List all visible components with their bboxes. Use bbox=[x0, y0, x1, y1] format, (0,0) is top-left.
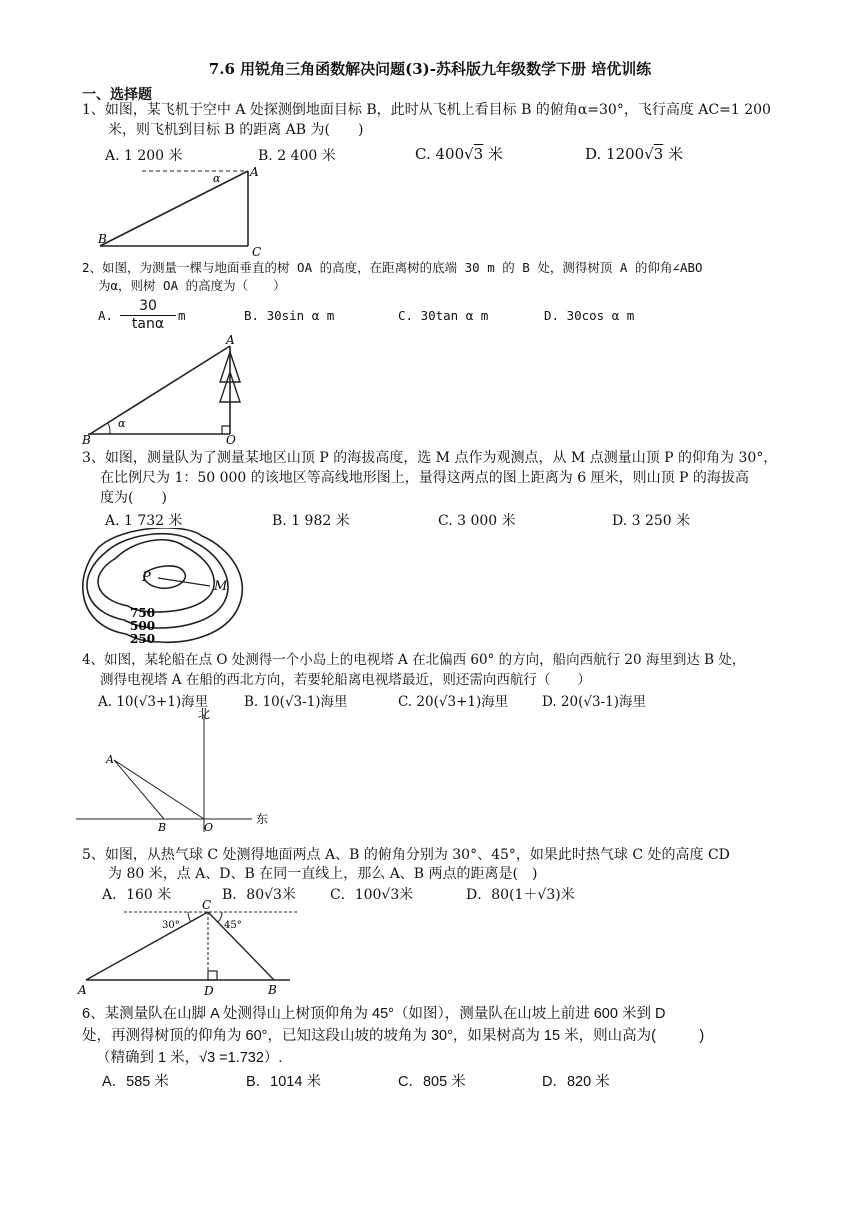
q4-text-line1: 4、如图，某轮船在点 O 处测得一个小岛上的电视塔 A 在北偏西 60° 的方向，船向西航行 20 海里到达 B 处， bbox=[82, 652, 746, 668]
contour-500 bbox=[87, 534, 228, 628]
q1-option-d: D. 1200√3 米 bbox=[585, 145, 684, 163]
segment-ab bbox=[100, 171, 248, 246]
q2-option-a-fraction bbox=[120, 298, 176, 333]
segment-ao bbox=[114, 760, 204, 819]
angle-arc-45 bbox=[218, 912, 222, 922]
q4-option-d: D. 20(√3-1)海里 bbox=[542, 694, 646, 710]
q2-text-line1: 2、如图，为测量一棵与地面垂直的树 OA 的高度，在距离树的底端 30 m 的 B 处，测得树顶 A 的仰角∠ABO bbox=[82, 260, 703, 275]
segment-ab bbox=[90, 346, 230, 434]
label-o: O bbox=[204, 821, 214, 834]
q4-option-a: A. 10(√3+1)海里 bbox=[98, 694, 209, 710]
q6-option-c: C．805 米 bbox=[398, 1074, 466, 1090]
q6-option-a: A．585 米 bbox=[102, 1074, 169, 1090]
q2-option-a-label: A. bbox=[98, 308, 114, 323]
segment-ca bbox=[86, 912, 208, 980]
contour-750 bbox=[98, 540, 214, 612]
q2-option-c: C. 30tan α m bbox=[398, 308, 489, 323]
q5-text-line2: 为 80 米，点 A、D、B 在同一直线上，那么 A、B 两点的距离是( ) bbox=[108, 866, 538, 882]
label-b: B bbox=[158, 821, 167, 834]
fraction-numerator: 30 bbox=[120, 298, 176, 316]
q5-option-a: A．160 米 bbox=[102, 887, 172, 903]
q5-option-c: C．100√3米 bbox=[330, 887, 414, 903]
q2-figure bbox=[80, 330, 250, 446]
label-a: A bbox=[78, 983, 87, 997]
label-c: C bbox=[202, 898, 212, 912]
q2-text-line2: 为α，则树 OA 的高度为（ ） bbox=[98, 278, 286, 293]
q6-text-line1: 6、某测量队在山脚 A 处测得山上树顶仰角为 45°（如图），测量队在山坡上前进 600 米到 D bbox=[82, 1006, 666, 1022]
fraction-denominator: tanα bbox=[131, 316, 165, 332]
label-east: 东 bbox=[256, 812, 269, 826]
label-m: M bbox=[214, 579, 228, 594]
label-b: B bbox=[268, 983, 277, 997]
angle-arc-30 bbox=[188, 912, 191, 922]
q4-option-b: B. 10(√3-1)海里 bbox=[244, 694, 348, 710]
label-c: C bbox=[252, 245, 262, 258]
q5-text-line1: 5、如图，从热气球 C 处测得地面两点 A、B 的俯角分别为 30°、45°，如果此时热气球 C 处的高度 CD bbox=[82, 847, 730, 863]
q4-option-c: C. 20(√3+1)海里 bbox=[398, 694, 509, 710]
q5-option-b: B．80√3米 bbox=[222, 887, 296, 903]
label-45: 45° bbox=[224, 920, 242, 931]
q3-option-b: B. 1 982 米 bbox=[272, 513, 350, 529]
page-title: 7.6 用锐角三角函数解决问题(3)-苏科版九年级数学下册 培优训练 bbox=[208, 60, 652, 78]
q1-text-line2: 米，则飞机到目标 B 的距离 AB 为( ) bbox=[108, 122, 364, 138]
q6-text-line2: 处，再测得树顶的仰角为 60°，已知这段山坡的坡角为 30°，如果树高为 15 米，则山高为( ) bbox=[82, 1028, 705, 1044]
q3-text-line2: 在比例尺为 1：50 000 的该地区等高线地形图上，量得这两点的图上距离为 6 厘米，则山顶 P 的海拔高 bbox=[100, 470, 749, 486]
section-heading: 一、选择题 bbox=[82, 87, 152, 103]
right-angle-mark bbox=[208, 971, 217, 980]
label-750: 750 bbox=[130, 606, 156, 620]
q2-option-b: B. 30sin α m bbox=[244, 308, 335, 323]
q4-figure bbox=[76, 704, 276, 834]
q2-option-a-unit: m bbox=[178, 308, 186, 323]
q5-figure bbox=[76, 898, 302, 998]
q5-option-d: D．80(1＋√3)米 bbox=[466, 887, 575, 903]
label-250: 250 bbox=[130, 632, 156, 646]
q4-text-line2: 测得电视塔 A 在船的西北方向，若要轮船离电视塔最近，则还需向西航行（ ） bbox=[100, 672, 591, 688]
q3-figure bbox=[76, 528, 256, 648]
q1-option-a: A. 1 200 米 bbox=[105, 148, 183, 164]
q1-option-b: B. 2 400 米 bbox=[258, 148, 336, 164]
q1-figure bbox=[80, 162, 280, 258]
label-alpha: α bbox=[118, 417, 126, 430]
sqrt-symbol: √ bbox=[464, 145, 474, 163]
label-a: A bbox=[106, 753, 114, 766]
q1-text-line1: 1、如图，某飞机于空中 A 处探测倒地面目标 B，此时从飞机上看目标 B 的俯角α=30°，飞行高度 AC=1 200 bbox=[82, 102, 771, 118]
q2-option-d: D. 30cos α m bbox=[544, 308, 635, 323]
segment-ab bbox=[114, 760, 164, 819]
q3-text-line3: 度为( ) bbox=[100, 490, 167, 506]
q3-text-line1: 3、如图，测量队为了测量某地区山顶 P 的海拔高度，选 M 点作为观测点，从 M 点测量山顶 P 的仰角为 30°， bbox=[82, 450, 778, 466]
q3-option-c: C. 3 000 米 bbox=[438, 513, 516, 529]
q6-option-d: D．820 米 bbox=[542, 1074, 610, 1090]
angle-arc bbox=[108, 423, 110, 434]
label-30: 30° bbox=[162, 920, 180, 931]
label-500: 500 bbox=[130, 619, 156, 633]
label-p: P bbox=[142, 570, 151, 585]
q6-option-b: B．1014 米 bbox=[246, 1074, 321, 1090]
label-o: O bbox=[226, 433, 236, 446]
label-d: D bbox=[204, 984, 214, 998]
label-alpha: α bbox=[213, 172, 221, 185]
label-b: B bbox=[98, 232, 107, 246]
q1-option-c: C. 400√3 米 bbox=[415, 145, 504, 163]
q3-option-a: A. 1 732 米 bbox=[105, 513, 183, 529]
label-a: A bbox=[226, 333, 235, 347]
q6-text-line3: （精确到 1 米，√3 =1.732）. bbox=[96, 1050, 283, 1066]
label-a: A bbox=[250, 165, 259, 179]
sqrt-symbol: √ bbox=[644, 145, 654, 163]
label-b: B bbox=[82, 433, 91, 446]
q3-option-d: D. 3 250 米 bbox=[612, 513, 691, 529]
label-north: 北 bbox=[198, 707, 211, 721]
